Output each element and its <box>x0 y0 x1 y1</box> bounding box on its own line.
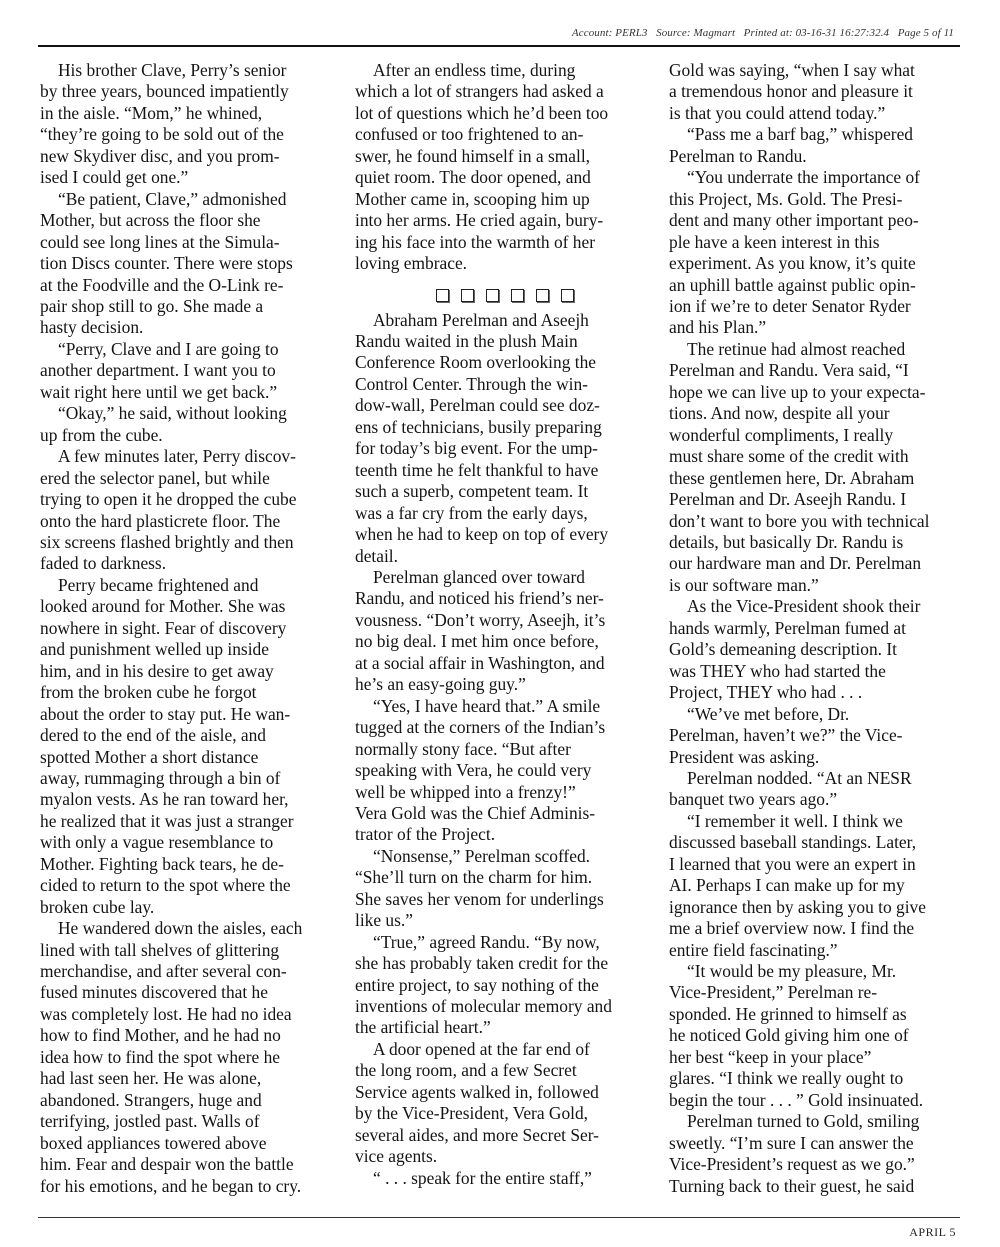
text-line: Mother came in, scooping him up <box>355 188 590 209</box>
text-line: details, but basically Dr. Randu is <box>669 531 904 552</box>
text-line: abandoned. Strangers, huge and <box>40 1089 262 1110</box>
section-separator <box>355 284 655 300</box>
text-line: tugged at the corners of the Indian’s <box>355 717 606 738</box>
text-line: an uphill battle against public opin- <box>669 274 916 295</box>
text-line: from the broken cube he forgot <box>40 682 257 703</box>
text-line: “Yes, I have heard that.” A smile <box>373 695 601 716</box>
text-line: terrifying, jostled past. Walls of <box>40 1111 260 1132</box>
text-line: six screens flashed brightly and then <box>40 531 294 552</box>
bottom-rule <box>38 1217 960 1218</box>
text-line: ised I could get one.” <box>40 167 189 188</box>
text-line: teenth time he felt thankful to have <box>355 459 599 480</box>
text-line: boxed appliances towered above <box>40 1132 267 1153</box>
text-line: Randu waited in the plush Main <box>355 330 578 351</box>
text-line: about the order to stay put. He wan- <box>40 703 291 724</box>
text-line: dent and many other important peo- <box>669 210 919 231</box>
text-line: Gold’s demeaning description. It <box>669 639 897 660</box>
text-line: loving embrace. <box>355 253 468 274</box>
text-line: no big deal. I met him once before, <box>355 631 599 652</box>
text-line: onto the hard plasticrete floor. The <box>40 510 281 531</box>
header-source: Source: Magmart <box>656 27 736 39</box>
column-3 <box>669 60 959 1197</box>
text-line: at a social affair in Washington, and <box>355 652 605 673</box>
column-3-text <box>669 60 959 1197</box>
box-ornament-icon <box>511 289 524 302</box>
text-line: another department. I want you to <box>40 360 276 381</box>
text-line: this Project, Ms. Gold. The Presi- <box>669 188 903 209</box>
text-line: Vera Gold was the Chief Adminis- <box>355 802 596 823</box>
text-line: he’s an easy-going guy.” <box>355 674 526 695</box>
column-1 <box>40 60 335 1197</box>
text-line: speaking with Vera, he could very <box>355 760 592 781</box>
header-printed: Printed at: 03-16-31 16:27:32.4 <box>743 27 890 39</box>
text-line: and his Plan.” <box>669 317 767 338</box>
text-line: sweetly. “I’m sure I can answer the <box>669 1132 914 1153</box>
text-line: spotted Mother a short distance <box>40 746 259 767</box>
text-line: Perelman and Randu. Vera said, “I <box>669 360 909 381</box>
text-line: Randu, and noticed his friend’s ner- <box>355 588 604 609</box>
text-line: inventions of molecular memory and <box>355 996 612 1017</box>
text-line: is that you could attend today.” <box>669 102 886 123</box>
text-line: “She’ll turn on the charm for him. <box>355 867 593 888</box>
text-line: which a lot of strangers had asked a <box>355 81 604 102</box>
text-line: “Okay,” he said, without looking <box>58 403 287 424</box>
text-line: “Be patient, Clave,” admonished <box>58 188 287 209</box>
text-line: for today’s big event. For the ump- <box>355 438 598 459</box>
text-line: idea how to find the spot where he <box>40 1046 281 1067</box>
text-line: After an endless time, during <box>373 60 576 80</box>
column-2-text-top <box>355 60 655 275</box>
text-line: hasty decision. <box>40 317 144 338</box>
page-footer: APRIL 5 <box>909 1225 956 1239</box>
box-ornament-icon <box>536 289 549 302</box>
text-line: away, rummaging through a bin of <box>40 767 281 788</box>
text-line: had last seen her. He was alone, <box>40 1068 262 1089</box>
text-line: normally stony face. “But after <box>355 738 571 759</box>
text-line: in the aisle. “Mom,” he whined, <box>40 102 263 123</box>
text-line: discussed baseball standings. Later, <box>669 832 917 853</box>
text-line: at the Foodville and the O-Link re- <box>40 274 284 295</box>
text-line: merchandise, and after several con- <box>40 961 287 982</box>
text-line: Perelman to Randu. <box>669 145 807 166</box>
text-line: dered to the end of the aisle, and <box>40 725 266 746</box>
text-line: hands warmly, Perelman fumed at <box>669 617 906 638</box>
text-line: Perry became frightened and <box>58 574 259 595</box>
text-line: ing his face into the warmth of her <box>355 231 596 252</box>
text-line: he realized that it was just a stranger <box>40 810 294 831</box>
header-account: Account: PERL3 <box>571 27 648 39</box>
text-line: he noticed Gold giving him one of <box>669 1025 909 1046</box>
text-line: vice agents. <box>355 1146 438 1167</box>
header-page-number: Page 5 of 11 <box>897 27 954 39</box>
text-line: experiment. As you know, it’s quite <box>669 253 916 274</box>
text-line: detail. <box>355 545 398 566</box>
text-line: As the Vice-President shook their <box>687 596 921 617</box>
text-line: several aides, and more Secret Ser- <box>355 1124 599 1145</box>
text-line: don’t want to bore you with technical <box>669 510 930 531</box>
text-line: well be whipped into a frenzy!” <box>355 781 576 802</box>
text-line: Project, THEY who had . . . <box>669 682 863 703</box>
text-line: “Perry, Clave and I are going to <box>58 338 279 359</box>
text-line: Mother. Fighting back tears, he de- <box>40 853 284 874</box>
text-line: broken cube lay. <box>40 896 155 917</box>
box-ornament-icon <box>561 289 574 302</box>
text-line: lined with tall shelves of glittering <box>40 939 280 960</box>
text-line: He wandered down the aisles, each <box>58 918 303 939</box>
text-line: by the Vice-President, Vera Gold, <box>355 1103 589 1124</box>
text-line: wait right here until we get back.” <box>40 381 278 402</box>
text-line: hope we can live up to your expecta- <box>669 381 926 402</box>
text-line: ered the selector panel, but while <box>40 467 270 488</box>
text-line: him, and in his desire to get away <box>40 660 274 681</box>
text-line: pair shop still to go. She made a <box>40 295 264 316</box>
text-line: trying to open it he dropped the cube <box>40 489 297 510</box>
text-line: “I remember it well. I think we <box>687 810 903 831</box>
column-2-text-bottom <box>355 310 655 1190</box>
text-line: dow-wall, Perelman could see doz- <box>355 395 600 416</box>
text-line: Perelman turned to Gold, smiling <box>687 1111 920 1132</box>
text-line: for his emotions, and he began to cry. <box>40 1175 302 1196</box>
box-ornament-icon <box>436 289 449 302</box>
text-line: ens of technicians, busily preparing <box>355 416 602 437</box>
text-line: swer, he found himself in a small, <box>355 145 590 166</box>
text-line: Gold was saying, “when I say what <box>669 60 915 80</box>
text-line: quiet room. The door opened, and <box>355 167 591 188</box>
print-header <box>572 27 954 39</box>
text-line: looked around for Mother. She was <box>40 596 286 617</box>
text-line: Mother, but across the floor she <box>40 210 261 231</box>
text-line: “We’ve met before, Dr. <box>687 703 850 724</box>
text-line: him. Fear and despair won the battle <box>40 1154 294 1175</box>
text-line: “It would be my pleasure, Mr. <box>687 961 897 982</box>
text-line: entire field fascinating.” <box>669 939 838 960</box>
text-line: ion if we’re to deter Senator Ryder <box>669 295 911 316</box>
text-line: how to find Mother, and he had no <box>40 1025 281 1046</box>
text-line: our hardware man and Dr. Perelman <box>669 553 922 574</box>
text-line: wonderful compliments, I really <box>669 424 894 445</box>
text-line: trator of the Project. <box>355 824 496 845</box>
top-rule <box>38 45 960 47</box>
text-line: tion Discs counter. There were stops <box>40 253 293 274</box>
column-1-text <box>40 60 335 1197</box>
text-line: vousness. “Don’t worry, Aseejh, it’s <box>355 609 606 630</box>
text-line: myalon vests. As he ran toward her, <box>40 789 289 810</box>
column-2 <box>355 60 655 1189</box>
text-line: must share some of the credit with <box>669 446 909 467</box>
text-line: Perelman nodded. “At an NESR <box>687 767 912 788</box>
text-line: by three years, bounced impatiently <box>40 81 289 102</box>
text-line: me a brief overview now. I find the <box>669 918 915 939</box>
text-line: such a superb, competent team. It <box>355 481 589 502</box>
text-line: Turning back to their guest, he said <box>669 1175 915 1196</box>
text-line: tions. And now, despite all your <box>669 403 890 424</box>
text-line: A few minutes later, Perry discov- <box>58 446 296 467</box>
text-line: I learned that you were an expert in <box>669 853 916 874</box>
text-line: was a far cry from the early days, <box>355 502 588 523</box>
text-line: a tremendous honor and pleasure it <box>669 81 913 102</box>
text-line: President was asking. <box>669 746 820 767</box>
text-line: cided to return to the spot where the <box>40 875 291 896</box>
text-line: nowhere in sight. Fear of discovery <box>40 617 287 638</box>
text-line: “ . . . speak for the entire staff,” <box>373 1167 592 1188</box>
text-line: “True,” agreed Randu. “By now, <box>373 931 600 952</box>
text-line: Conference Room overlooking the <box>355 352 596 373</box>
text-line: banquet two years ago.” <box>669 789 838 810</box>
text-line: She saves her venom for underlings <box>355 888 604 909</box>
text-line: “You underrate the importance of <box>687 167 920 188</box>
text-line: was completely lost. He had no idea <box>40 1003 292 1024</box>
text-line: glares. “I think we really ought to <box>669 1068 904 1089</box>
text-line: AI. Perhaps I can make up for my <box>669 875 905 896</box>
text-line: Perelman and Dr. Aseejh Randu. I <box>669 489 907 510</box>
text-line: Perelman glanced over toward <box>373 566 585 587</box>
text-line: Vice-President’s request as we go.” <box>669 1154 915 1175</box>
text-line: entire project, to say nothing of the <box>355 974 599 995</box>
text-line: Service agents walked in, followed <box>355 1081 599 1102</box>
text-line: fused minutes discovered that he <box>40 982 268 1003</box>
text-line: Vice-President,” Perelman re- <box>669 982 878 1003</box>
text-line: Perelman, haven’t we?” the Vice- <box>669 725 903 746</box>
text-line: Control Center. Through the win- <box>355 373 588 394</box>
text-line: with only a vague resemblance to <box>40 832 274 853</box>
text-line: the long room, and a few Secret <box>355 1060 577 1081</box>
text-line: like us.” <box>355 910 413 931</box>
text-line: ple have a keen interest in this <box>669 231 880 252</box>
text-line: sponded. He grinned to himself as <box>669 1003 907 1024</box>
text-line: “Nonsense,” Perelman scoffed. <box>373 845 590 866</box>
text-line: faded to darkness. <box>40 553 167 574</box>
text-line: when he had to keep on top of every <box>355 524 609 545</box>
text-line: the artificial heart.” <box>355 1017 491 1038</box>
text-line: she has probably taken credit for the <box>355 953 609 974</box>
text-line: and punishment welled up inside <box>40 639 269 660</box>
text-line: begin the tour . . . ” Gold insinuated. <box>669 1089 924 1110</box>
text-line: ignorance then by asking you to give <box>669 896 926 917</box>
text-line: Abraham Perelman and Aseejh <box>373 309 589 330</box>
text-line: His brother Clave, Perry’s senior <box>58 60 287 80</box>
text-line: could see long lines at the Simula- <box>40 231 280 252</box>
text-line: “they’re going to be sold out of the <box>40 124 284 145</box>
box-ornament-icon <box>486 289 499 302</box>
text-line: The retinue had almost reached <box>687 338 906 359</box>
text-line: was THEY who had started the <box>669 660 886 681</box>
text-line: lot of questions which he’d been too <box>355 102 609 123</box>
box-ornament-icon <box>461 289 474 302</box>
text-line: her best “keep in your place” <box>669 1046 872 1067</box>
text-line: confused or too frightened to an- <box>355 124 584 145</box>
text-line: into her arms. He cried again, bury- <box>355 210 604 231</box>
text-line: these gentlemen here, Dr. Abraham <box>669 467 915 488</box>
text-line: “Pass me a barf bag,” whispered <box>687 124 913 145</box>
text-line: is our software man.” <box>669 574 819 595</box>
text-line: new Skydiver disc, and you prom- <box>40 145 280 166</box>
text-line: up from the cube. <box>40 424 163 445</box>
text-line: A door opened at the far end of <box>373 1038 590 1059</box>
